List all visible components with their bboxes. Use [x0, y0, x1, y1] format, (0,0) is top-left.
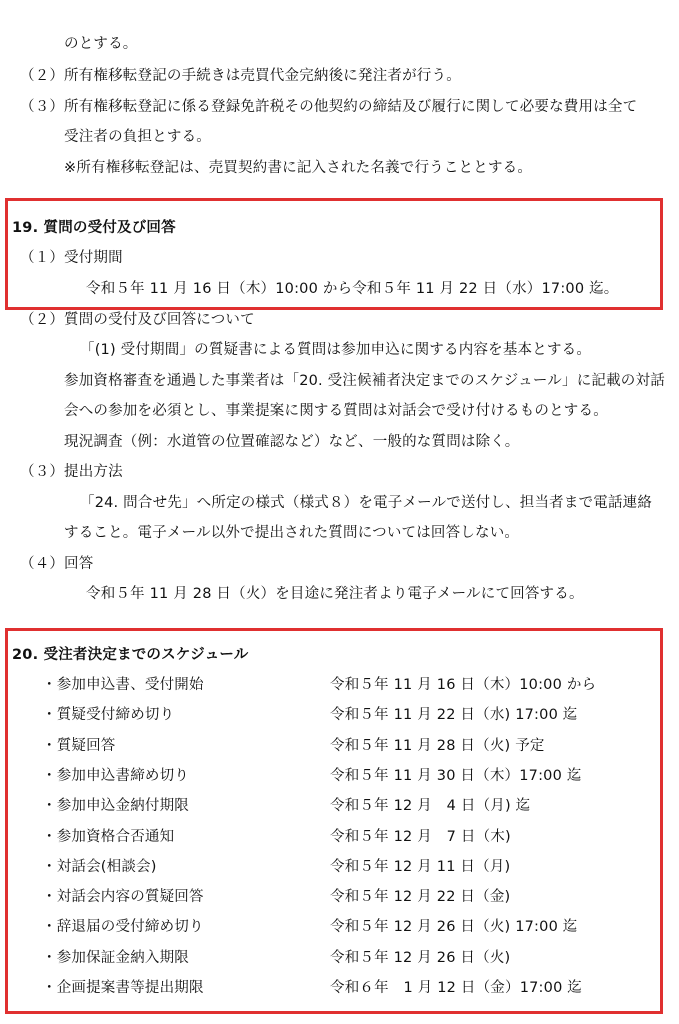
schedule-item-label: ・企画提案書等提出期限	[42, 980, 204, 996]
schedule-item-label: ・参加申込金納付期限	[42, 798, 189, 814]
section-19-sub3-p1: 「24. 問合せ先」へ所定の様式（様式８）を電子メールで送付し、担当者まで電話連絡	[80, 495, 653, 511]
item-3-continuation: 受注者の負担とする。	[64, 129, 211, 145]
schedule-item-date: 令和５年 12 月 7 日（木)	[330, 829, 511, 845]
section-19-sub2-p2: 参加資格審査を通過した事業者は「20. 受注候補者決定までのスケジュール」に記載の対話	[64, 373, 665, 389]
item-2	[20, 66, 461, 86]
schedule-item-date: 令和５年 11 月 28 日（火) 予定	[330, 738, 545, 754]
item-label: 回答	[64, 556, 94, 572]
schedule-item-label: ・参加保証金納入期限	[42, 950, 189, 966]
schedule-item-label: ・質疑受付締め切り	[42, 707, 175, 723]
item-3	[20, 97, 637, 117]
item-number: （１）	[20, 250, 65, 266]
section-19-heading: 19. 質問の受付及び回答	[12, 220, 176, 236]
item-number: （２）	[20, 68, 65, 84]
schedule-item-date: 令和５年 12 月 26 日（火) 17:00 迄	[330, 919, 578, 935]
item-label: 質問の受付及び回答について	[64, 312, 255, 328]
schedule-item-label: ・参加資格合否通知	[42, 829, 175, 845]
item-number: （３）	[20, 99, 65, 115]
item-label: 提出方法	[64, 464, 123, 480]
item-text: 所有権移転登記に係る登録免許税その他契約の締結及び履行に関して必要な費用は全て	[64, 99, 638, 115]
section-19-sub4-text: 令和５年 11 月 28 日（火）を目途に発注者より電子メールにて回答する。	[86, 586, 584, 602]
schedule-item-label: ・参加申込書、受付開始	[42, 677, 204, 693]
continuation-text: のとする。	[64, 36, 138, 52]
schedule-item-date: 令和５年 12 月 4 日（月) 迄	[330, 798, 531, 814]
schedule-item-date: 令和５年 11 月 16 日（木）10:00 から	[330, 677, 597, 693]
item-number: （４）	[20, 556, 65, 572]
schedule-item-date: 令和５年 11 月 22 日（水) 17:00 迄	[330, 707, 578, 723]
section-19-sub1-text: 令和５年 11 月 16 日（木）10:00 から令和５年 11 月 22 日（水）17:00 迄。	[86, 281, 619, 297]
item-number: （２）	[20, 312, 65, 328]
section-19-sub2-p3: 会への参加を必須とし、事業提案に関する質問は対話会で受け付けるものとする。	[64, 403, 608, 419]
schedule-item-date: 令和５年 12 月 22 日（金)	[330, 889, 511, 905]
item-text: 所有権移転登記の手続きは売買代金完納後に発注者が行う。	[64, 68, 461, 84]
schedule-item-label: ・質疑回答	[42, 738, 116, 754]
schedule-item-date: 令和５年 12 月 26 日（火)	[330, 950, 511, 966]
section-19-sub4	[20, 554, 93, 574]
item-number: （３）	[20, 464, 65, 480]
note-text: ※所有権移転登記は、売買契約書に記入された名義で行うこととする。	[64, 160, 533, 176]
schedule-item-label: ・参加申込書締め切り	[42, 768, 189, 784]
schedule-item-date: 令和５年 11 月 30 日（木）17:00 迄	[330, 768, 582, 784]
schedule-item-label: ・対話会内容の質疑回答	[42, 889, 204, 905]
section-19-sub3-p2: すること。電子メール以外で提出された質問については回答しない。	[64, 525, 520, 541]
section-19-sub1	[20, 248, 123, 268]
item-label: 受付期間	[64, 250, 123, 266]
section-20-heading: 20. 受注者決定までのスケジュール	[12, 647, 249, 663]
section-19-sub2-p4: 現況調査（例：水道管の位置確認など）など、一般的な質問は除く。	[64, 434, 520, 450]
schedule-item-date: 令和６年 1 月 12 日（金）17:00 迄	[330, 980, 582, 996]
schedule-item-label: ・対話会(相談会)	[42, 859, 157, 875]
section-19-sub2	[20, 310, 255, 330]
section-19-sub2-p1: 「(1) 受付期間」の質疑書による質問は参加申込に関する内容を基本とする。	[80, 342, 592, 358]
section-19-sub3	[20, 462, 123, 482]
schedule-item-label: ・辞退届の受付締め切り	[42, 919, 204, 935]
schedule-item-date: 令和５年 12 月 11 日（月)	[330, 859, 511, 875]
